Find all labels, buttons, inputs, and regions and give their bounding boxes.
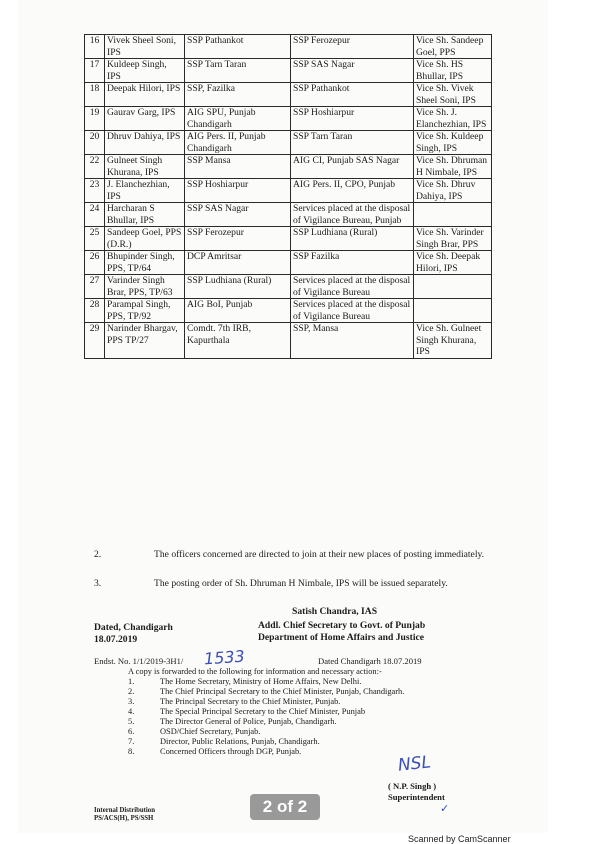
present-posting-cell: Comdt. 7th IRB, Kapurthala bbox=[185, 323, 291, 359]
table-row bbox=[85, 83, 492, 107]
vice-officer-cell bbox=[414, 275, 492, 299]
officer-name-cell: Parampal Singh, PPS, TP/92 bbox=[105, 299, 185, 323]
postings-table bbox=[84, 34, 492, 359]
copy-list-text: The Director General of Police, Punjab, Chandigarh. bbox=[160, 717, 337, 726]
copy-list-number: 1. bbox=[128, 677, 135, 686]
copy-list-text: The Principal Secretary to the Chief Minister, Punjab. bbox=[160, 697, 341, 706]
signatory-title-2: Department of Home Affairs and Justice bbox=[258, 632, 424, 643]
present-posting-cell: SSP SAS Nagar bbox=[185, 203, 291, 227]
new-posting-cell: SSP Ferozepur bbox=[291, 35, 414, 59]
copy-list-text: The Chief Principal Secretary to the Chief Minister, Punjab, Chandigarh. bbox=[160, 687, 405, 696]
vice-officer-cell: Vice Sh. J. Elanchezhian, IPS bbox=[414, 107, 492, 131]
serial-number-cell: 19 bbox=[85, 107, 105, 131]
paragraph-2-text: The officers concerned are directed to join at their new places of posting immediately. bbox=[154, 549, 485, 560]
table-row bbox=[85, 227, 492, 251]
present-posting-cell: SSP Ferozepur bbox=[185, 227, 291, 251]
postings-table-body bbox=[85, 35, 492, 359]
table-row bbox=[85, 299, 492, 323]
vice-officer-cell: Vice Sh. Vivek Sheel Soni, IPS bbox=[414, 83, 492, 107]
new-posting-cell: SSP Ludhiana (Rural) bbox=[291, 227, 414, 251]
table-row bbox=[85, 107, 492, 131]
serial-number-cell: 28 bbox=[85, 299, 105, 323]
new-posting-cell: SSP SAS Nagar bbox=[291, 59, 414, 83]
table-row bbox=[85, 323, 492, 359]
copy-list bbox=[128, 677, 404, 757]
superintendent-title: Superintendent bbox=[388, 792, 445, 802]
present-posting-cell: AIG Pers. II, Punjab Chandigarh bbox=[185, 131, 291, 155]
copy-list-number: 7. bbox=[128, 737, 135, 746]
table-row bbox=[85, 35, 492, 59]
serial-number-cell: 26 bbox=[85, 251, 105, 275]
endorsement-number: Endst. No. 1/1/2019-3H1/ bbox=[94, 656, 184, 666]
table-row bbox=[85, 179, 492, 203]
dated-place: Dated, Chandigarh bbox=[94, 622, 173, 633]
present-posting-cell: DCP Amritsar bbox=[185, 251, 291, 275]
copy-list-item bbox=[128, 697, 404, 707]
copy-list-number: 5. bbox=[128, 717, 135, 726]
paragraph-2 bbox=[94, 549, 490, 561]
internal-distribution bbox=[94, 807, 155, 823]
table-row bbox=[85, 59, 492, 83]
table-row bbox=[85, 203, 492, 227]
page-indicator[interactable]: 2 of 2 bbox=[250, 794, 320, 820]
copy-list-item bbox=[128, 727, 404, 737]
copy-list-text: Concerned Officers through DGP, Punjab. bbox=[160, 747, 302, 756]
new-posting-cell: Services placed at the disposal of Vigilance Bureau, Punjab bbox=[291, 203, 414, 227]
serial-number-cell: 25 bbox=[85, 227, 105, 251]
vice-officer-cell: Vice Sh. Sandeep Goel, PPS bbox=[414, 35, 492, 59]
vice-officer-cell: Vice Sh. Kuldeep Singh, IPS bbox=[414, 131, 492, 155]
copy-list-item bbox=[128, 717, 404, 727]
officer-name-cell: Gulneet Singh Khurana, IPS bbox=[105, 155, 185, 179]
signatory-name: Satish Chandra, IAS bbox=[292, 606, 378, 617]
present-posting-cell: SSP, Fazilka bbox=[185, 83, 291, 107]
copy-list-item bbox=[128, 687, 404, 697]
present-posting-cell: SSP Tarn Taran bbox=[185, 59, 291, 83]
left-margin bbox=[0, 0, 18, 842]
internal-distribution-title: Internal Distribution bbox=[94, 807, 155, 814]
paragraph-3-number: 3. bbox=[94, 578, 102, 589]
dated-block bbox=[94, 622, 173, 646]
new-posting-cell: SSP Hoshiarpur bbox=[291, 107, 414, 131]
officer-name-cell: Dhruv Dahiya, IPS bbox=[105, 131, 185, 155]
serial-number-cell: 16 bbox=[85, 35, 105, 59]
copy-list-number: 8. bbox=[128, 747, 135, 756]
signatory-title-1: Addl. Chief Secretary to Govt. of Punjab bbox=[258, 620, 426, 631]
serial-number-cell: 22 bbox=[85, 155, 105, 179]
tick-mark-icon: ✓ bbox=[440, 803, 450, 815]
superintendent-name: ( N.P. Singh ) bbox=[388, 781, 437, 791]
serial-number-cell: 17 bbox=[85, 59, 105, 83]
paragraph-3 bbox=[94, 578, 490, 590]
vice-officer-cell: Vice Sh. HS Bhullar, IPS bbox=[414, 59, 492, 83]
table-row bbox=[85, 131, 492, 155]
table-row bbox=[85, 251, 492, 275]
vice-officer-cell bbox=[414, 299, 492, 323]
copy-list-text: Director, Public Relations, Punjab, Chandigarh. bbox=[160, 737, 320, 746]
officer-name-cell: Kuldeep Singh, IPS bbox=[105, 59, 185, 83]
vice-officer-cell: Vice Sh. Deepak Hilori, IPS bbox=[414, 251, 492, 275]
new-posting-cell: SSP Fazilka bbox=[291, 251, 414, 275]
officer-name-cell: Bhupinder Singh, PPS, TP/64 bbox=[105, 251, 185, 275]
copy-list-number: 6. bbox=[128, 727, 135, 736]
officer-name-cell: Harcharan S Bhullar, IPS bbox=[105, 203, 185, 227]
handwritten-dispatch-number: 1533 bbox=[203, 646, 246, 669]
serial-number-cell: 29 bbox=[85, 323, 105, 359]
vice-officer-cell: Vice Sh. Dhruv Dahiya, IPS bbox=[414, 179, 492, 203]
serial-number-cell: 27 bbox=[85, 275, 105, 299]
present-posting-cell: AIG SPU, Punjab Chandigarh bbox=[185, 107, 291, 131]
dated-date: 18.07.2019 bbox=[94, 634, 138, 645]
internal-distribution-list: PS/ACS(H), PS/SSH bbox=[94, 815, 154, 822]
serial-number-cell: 20 bbox=[85, 131, 105, 155]
officer-name-cell: Varinder Singh Brar, PPS, TP/63 bbox=[105, 275, 185, 299]
officer-name-cell: J. Elanchezhian, IPS bbox=[105, 179, 185, 203]
copy-list-text: OSD/Chief Secretary, Punjab. bbox=[160, 727, 261, 736]
table-row bbox=[85, 155, 492, 179]
handwritten-initials: NSL bbox=[397, 752, 432, 776]
table-row bbox=[85, 275, 492, 299]
vice-officer-cell bbox=[414, 203, 492, 227]
vice-officer-cell: Vice Sh. Dhruman H Nimbale, IPS bbox=[414, 155, 492, 179]
serial-number-cell: 24 bbox=[85, 203, 105, 227]
officer-name-cell: Deepak Hilori, IPS bbox=[105, 83, 185, 107]
officer-name-cell: Gaurav Garg, IPS bbox=[105, 107, 185, 131]
present-posting-cell: SSP Pathankot bbox=[185, 35, 291, 59]
new-posting-cell: SSP Pathankot bbox=[291, 83, 414, 107]
officer-name-cell: Sandeep Goel, PPS (D.R.) bbox=[105, 227, 185, 251]
superintendent-block bbox=[388, 781, 445, 803]
new-posting-cell: AIG CI, Punjab SAS Nagar bbox=[291, 155, 414, 179]
serial-number-cell: 23 bbox=[85, 179, 105, 203]
copy-list-text: The Special Principal Secretary to the Chief Minister, Punjab bbox=[160, 707, 366, 716]
vice-officer-cell: Vice Sh. Gulneet Singh Khurana, IPS bbox=[414, 323, 492, 359]
paragraph-3-text: The posting order of Sh. Dhruman H Nimbale, IPS will be issued separately. bbox=[154, 578, 448, 589]
copy-list-number: 3. bbox=[128, 697, 135, 706]
present-posting-cell: SSP Hoshiarpur bbox=[185, 179, 291, 203]
endorsement-date: Dated Chandigarh 18.07.2019 bbox=[318, 656, 422, 666]
copy-list-text: The Home Secretary, Ministry of Home Affairs, New Delhi. bbox=[160, 677, 362, 686]
present-posting-cell: SSP Ludhiana (Rural) bbox=[185, 275, 291, 299]
serial-number-cell: 18 bbox=[85, 83, 105, 107]
new-posting-cell: SSP, Mansa bbox=[291, 323, 414, 359]
copy-list-item bbox=[128, 677, 404, 687]
copy-intro: A copy is forwarded to the following for information and necessary action:- bbox=[128, 667, 382, 676]
new-posting-cell: SSP Tarn Taran bbox=[291, 131, 414, 155]
present-posting-cell: AIG BoI, Punjab bbox=[185, 299, 291, 323]
paragraph-2-number: 2. bbox=[94, 549, 102, 560]
vice-officer-cell: Vice Sh. Varinder Singh Brar, PPS bbox=[414, 227, 492, 251]
copy-list-number: 4. bbox=[128, 707, 135, 716]
new-posting-cell: Services placed at the disposal of Vigilance Bureau bbox=[291, 299, 414, 323]
copy-list-item bbox=[128, 737, 404, 747]
officer-name-cell: Narinder Bhargav, PPS TP/27 bbox=[105, 323, 185, 359]
copy-list-number: 2. bbox=[128, 687, 135, 696]
new-posting-cell: AIG Pers. II, CPO, Punjab bbox=[291, 179, 414, 203]
officer-name-cell: Vivek Sheel Soni, IPS bbox=[105, 35, 185, 59]
new-posting-cell: Services placed at the disposal of Vigilance Bureau bbox=[291, 275, 414, 299]
copy-list-item bbox=[128, 707, 404, 717]
present-posting-cell: SSP Mansa bbox=[185, 155, 291, 179]
copy-list-item bbox=[128, 747, 404, 757]
scanner-footer: Scanned by CamScanner bbox=[408, 834, 511, 844]
